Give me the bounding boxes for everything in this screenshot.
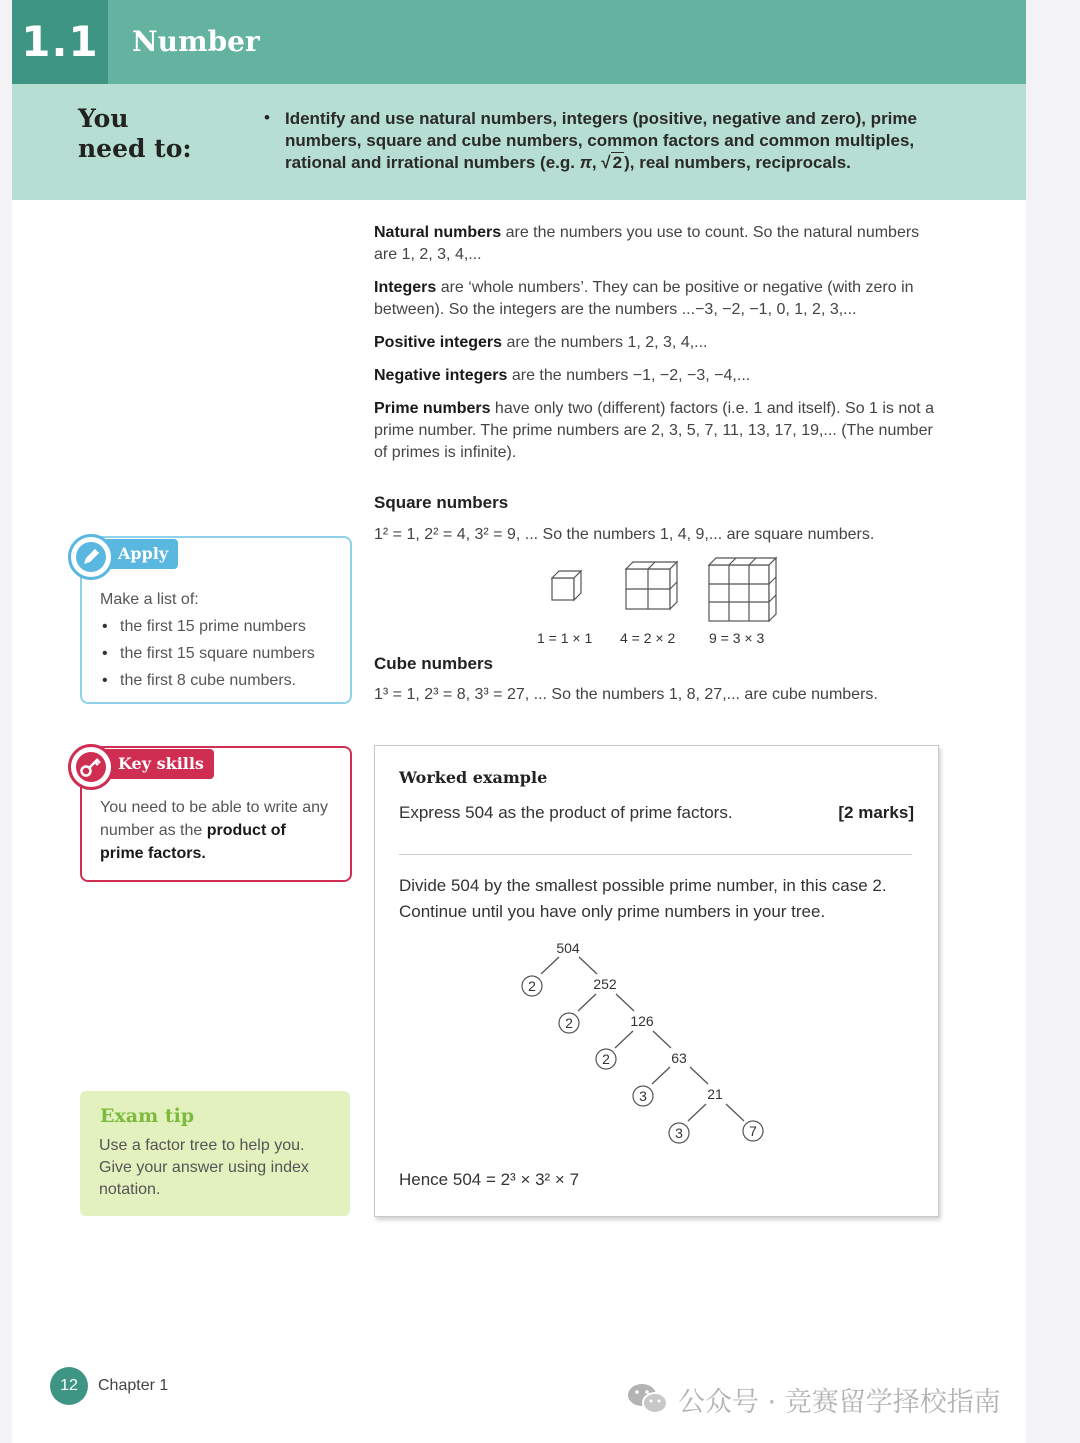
sqrt-radicand: 2 <box>612 153 623 172</box>
cube-3x3-icon <box>709 558 776 621</box>
tree-node-prime: 2 <box>528 978 536 994</box>
tree-node-composite: 504 <box>556 940 580 956</box>
definition-paragraph <box>374 365 944 387</box>
worked-example-title: Worked example <box>399 768 548 787</box>
definition-text: are the numbers you use to count. So the natural numbers are 1, 2, 3, 4,... <box>374 224 920 263</box>
tree-node-composite: 126 <box>630 1013 654 1029</box>
factor-tree <box>375 746 938 1216</box>
worked-example-question: Express 504 as the product of prime factors. <box>399 803 733 822</box>
definition-text: are ‘whole numbers’. They can be positive or negative (with zero in between). So the integers are the numbers ...−3, −2, −1, 0, 1, 2, 3,... <box>374 279 914 318</box>
cube-2x2-icon <box>626 562 677 609</box>
worked-example-instructions: Divide 504 by the smallest possible prime number, in this case 2. Continue until you have only prime numbers in your tree. <box>399 876 887 921</box>
tree-node-composite: 63 <box>671 1050 687 1066</box>
cube-numbers-heading: Cube numbers <box>374 654 494 673</box>
cube-1x1-icon <box>552 571 581 600</box>
square-cubes-illustration <box>542 556 792 622</box>
sqrt-sign: √ <box>601 153 611 172</box>
apply-list-item: • the first 15 prime numbers <box>100 613 350 640</box>
section-number: 1.1 <box>12 0 108 84</box>
definition-term: Negative integers <box>374 367 508 384</box>
pi-symbol: π <box>579 153 592 172</box>
worked-example-marks: [2 marks] <box>838 803 914 822</box>
definition-text: are the numbers 1, 2, 3, 4,... <box>502 334 708 351</box>
key-skills-text-bold: product of prime factors. <box>100 822 286 862</box>
pencil-icon <box>68 534 114 580</box>
definition-term: Integers <box>374 279 437 296</box>
you-need-to-panel <box>12 84 1026 200</box>
tree-node-prime: 3 <box>639 1088 647 1104</box>
definition-paragraph <box>374 332 944 354</box>
definition-text: are the numbers −1, −2, −3, −4,... <box>507 367 751 384</box>
you-need-to-line1: You <box>78 104 129 133</box>
section-header <box>12 0 1026 84</box>
apply-list-item: • the first 15 square numbers <box>100 640 350 667</box>
definition-term: Positive integers <box>374 334 503 351</box>
watermark-text: 公众号 · 竞赛留学择校指南 <box>678 1387 1001 1418</box>
cube-label: 4 = 2 × 2 <box>620 630 676 646</box>
section-title: Number <box>132 25 260 58</box>
worked-example-answer: Hence 504 = 2³ × 3² × 7 <box>399 1170 580 1189</box>
tree-node-prime: 2 <box>565 1015 573 1031</box>
tree-node-prime: 2 <box>602 1051 610 1067</box>
tree-node-prime: 3 <box>675 1125 683 1141</box>
definitions <box>374 222 944 475</box>
key-skills-text-plain: You need to be able to write any number as the <box>100 799 329 839</box>
sqrt-expression <box>601 152 624 174</box>
bullet-icon: • <box>264 108 270 127</box>
key-skills-text <box>100 796 330 865</box>
definition-text: have only two (different) factors (i.e. 1 and itself). So 1 is not a prime number. The prime numbers are 2, 3, 5, 7, 11, 13, 17, 19,... (The number of primes is infinite). <box>374 400 934 461</box>
definition-paragraph <box>374 222 944 266</box>
cube-label: 9 = 3 × 3 <box>709 630 765 646</box>
cube-label: 1 = 1 × 1 <box>537 630 593 646</box>
key-icon <box>68 744 114 790</box>
exam-tip-title: Exam tip <box>100 1105 195 1127</box>
chapter-label: Chapter 1 <box>98 1377 169 1394</box>
key-skills-tab: Key skills <box>104 749 214 779</box>
objective-text: Identify and use natural numbers, integers (positive, negative and zero), prime numbers, square and cube numbers, common factors and common multiples, rational and irrational numbers (e.g. π, √ 2 ), real numbers, reciprocals. <box>285 109 917 172</box>
objective-text-part1: Identify and use natural numbers, integers (positive, negative and zero), prime numbers, square and cube numbers, common factors and common multiples, rational and irrational numbers (e.g. <box>285 109 917 172</box>
exam-tip-box <box>80 1091 350 1216</box>
you-need-to-label <box>78 104 192 164</box>
square-numbers-heading: Square numbers <box>374 493 509 512</box>
tree-node-prime: 7 <box>749 1123 757 1139</box>
definition-paragraph <box>374 398 944 464</box>
apply-tab: Apply <box>104 539 178 569</box>
square-numbers-line: 1² = 1, 2² = 4, 3² = 9, ... So the numbers 1, 4, 9,... are square numbers. <box>374 526 875 543</box>
definition-paragraph <box>374 277 944 321</box>
tree-node-composite: 21 <box>707 1086 723 1102</box>
definition-term: Natural numbers <box>374 224 502 241</box>
apply-list <box>100 613 350 694</box>
tree-node-composite: 252 <box>593 976 617 992</box>
apply-intro: Make a list of: <box>100 591 199 608</box>
wechat-icon <box>627 1382 669 1416</box>
objective-text-part2: ), real numbers, reciprocals. <box>624 153 851 172</box>
you-need-to-line2: need to: <box>78 134 192 163</box>
exam-tip-text: Use a factor tree to help you. Give your answer using index notation. <box>99 1137 309 1198</box>
definition-term: Prime numbers <box>374 400 491 417</box>
page-number-badge: 12 <box>50 1367 88 1405</box>
apply-list-item: • the first 8 cube numbers. <box>100 667 350 694</box>
textbook-page <box>12 0 1026 1443</box>
cube-numbers-line: 1³ = 1, 2³ = 8, 3³ = 27, ... So the numbers 1, 8, 27,... are cube numbers. <box>374 686 878 703</box>
apply-content <box>100 586 350 694</box>
worked-example-box <box>374 745 939 1217</box>
